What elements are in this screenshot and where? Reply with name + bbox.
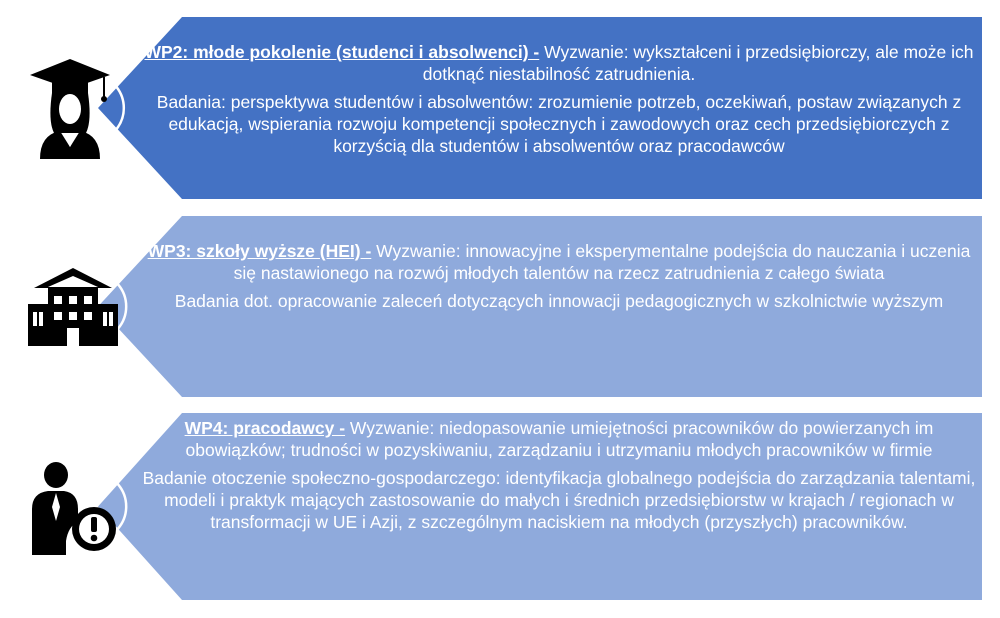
university-building-icon [26,266,120,346]
panel-wp3 [0,216,1000,397]
panel-wp3-challenge [140,240,978,284]
panel-wp2-challenge-text: Wyzwanie: wykształceni i przedsiębiorczy, ale może ich dotknąć niestabilność zatrudnienia. [422,42,974,84]
panel-wp2-challenge [140,41,978,85]
panel-wp4 [0,413,1000,600]
panel-wp4-heading: WP4: pracodawcy - [184,418,346,438]
panel-wp3-heading: WP3: szkoły wyższe (HEI) - [147,241,372,261]
panel-wp3-challenge-text: Wyzwanie: innowacyjne i eksperymentalne podejścia do nauczania i uczenia się nastawionego na rozwój młodych talentów na rzecz zatrudnienia z całego świata [233,241,971,283]
panel-wp4-challenge-text: Wyzwanie: niedopasowanie umiejętności pracowników do powierzanych im obowiązków; trudności w pozyskiwaniu, zarządzaniu i utrzymaniu młodych pracowników w firmie [185,418,934,460]
panel-wp2-research: Badania: perspektywa studentów i absolwentów: zrozumienie potrzeb, oczekiwań, postaw związanych z edukacją, wspierania rozwoju kompetencji społecznych i zawodowych oraz cech przedsiębiorczych z korzyścią dla studentów i absolwentów oraz pracodawców [156,92,962,156]
panel-wp4-research: Badanie otoczenie społeczno-gospodarczego: identyfikacja globalnego podejścia do zarządzania talentami, modeli i praktyk mających zastosowanie do małych i średnich przedsiębiorstw w krajach / regionach w transformacji w UE i Azji, z szczególnym naciskiem na młodych (przyszłych) pracowników. [142,468,976,532]
graduate-icon [30,55,110,159]
panel-wp2 [0,17,1000,199]
panel-wp2-heading: WP2: młode pokolenie (studenci i absolwenci) - [144,42,540,62]
panel-wp4-text [140,417,978,533]
panel-wp2-text [140,41,978,157]
employer-alert-icon [28,461,120,555]
panel-wp3-research: Badania dot. opracowanie zaleceń dotyczących innowacji pedagogicznych w szkolnictwie wyższym [174,291,944,311]
panel-wp4-challenge [140,417,978,461]
panel-wp3-text [140,240,978,312]
